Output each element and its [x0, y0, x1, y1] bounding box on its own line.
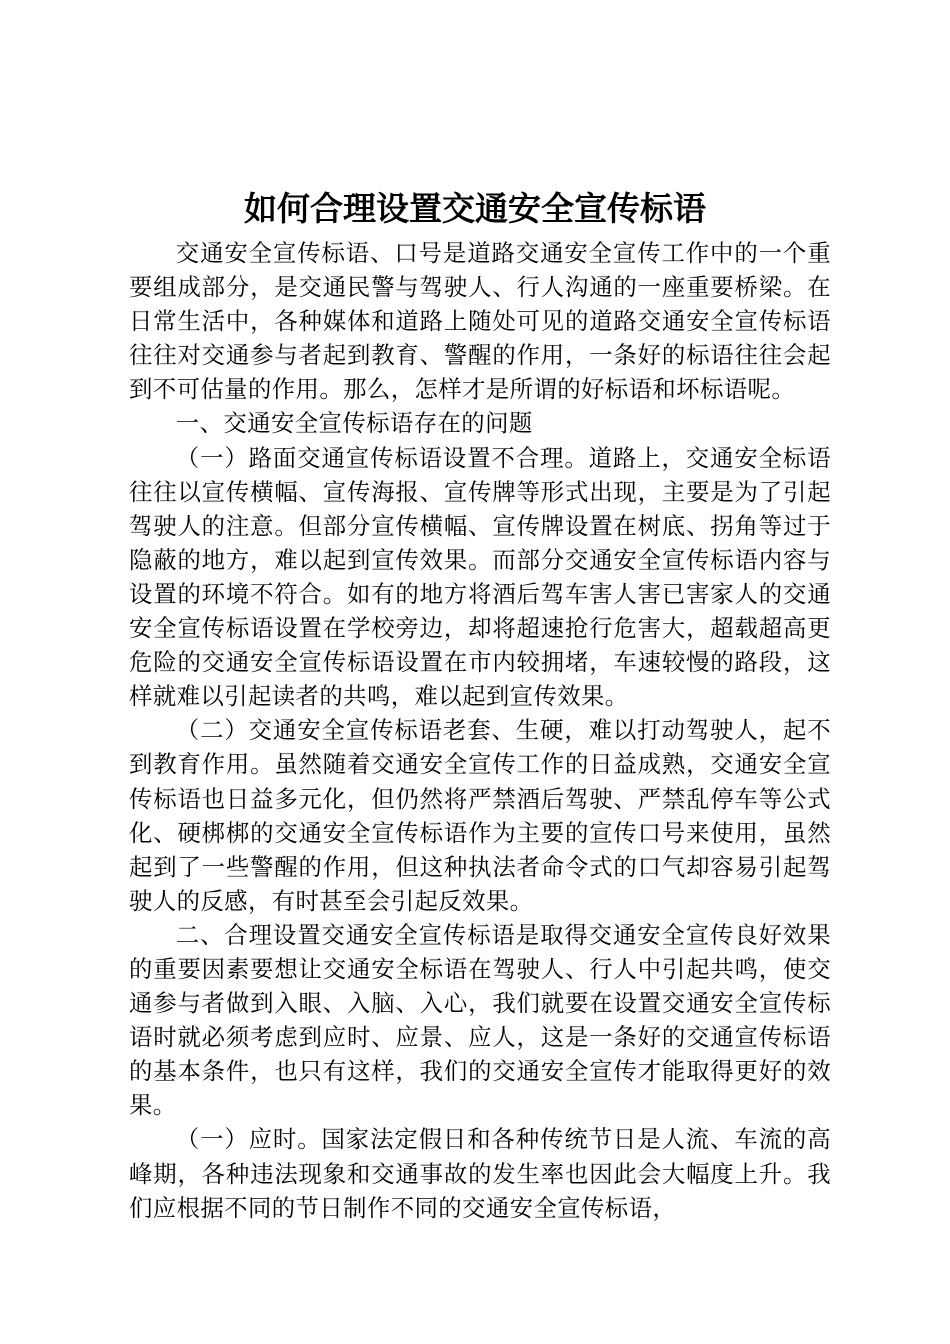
intro-paragraph: 交通安全宣传标语、口号是道路交通安全宣传工作中的一个重要组成部分，是交通民警与驾驶人、行人沟通的一座重要桥梁。在日常生活中，各种媒体和道路上随处可见的道路交通安全宣传标语往往对交通参与者起到教育、警醒的作用，一条好的标语往往会起到不可估量的作用。那么，怎样才是所谓的好标语和坏标语呢。 [129, 239, 831, 404]
document-body [129, 236, 831, 1225]
section-paragraph-solutions: 二、合理设置交通安全宣传标语是取得交通安全宣传良好效果的重要因素要想让交通安全标语在驾驶人、行人中引起共鸣，使交通参与者做到入眼、入脑、入心，我们就要在设置交通安全宣传标语时就必须考虑到应时、应景、应人，这是一条好的交通宣传标语的基本条件，也只有这样，我们的交通安全宣传才能取得更好的效果。 [129, 920, 831, 1120]
problem-paragraph-1: （一）路面交通宣传标语设置不合理。道路上，交通安全标语往往以宣传横幅、宣传海报、宣传牌等形式出现，主要是为了引起驾驶人的注意。但部分宣传横幅、宣传牌设置在树底、拐角等过于隐蔽的地方，难以起到宣传效果。而部分交通安全宣传标语内容与设置的环境不符合。如有的地方将酒后驾车害人害已害家人的交通安全宣传标语设置在学校旁边，却将超速抢行危害大，超载超高更危险的交通安全宣传标语设置在市内较拥堵，车速较慢的路段，这样就难以引起读者的共鸣，难以起到宣传效果。 [129, 443, 831, 711]
section-heading-problems: 一、交通安全宣传标语存在的问题 [175, 409, 533, 438]
problem-paragraph-2: （二）交通安全宣传标语老套、生硬，难以打动驾驶人，起不到教育作用。虽然随着交通安全宣传工作的日益成熟，交通安全宣传标语也日益多元化，但仍然将严禁酒后驾驶、严禁乱停车等公式化、硬梆梆的交通安全宣传标语作为主要的宣传口号来使用，虽然起到了一些警醒的作用，但这种执法者命令式的口气却容易引起驾驶人的反感，有时甚至会引起反效果。 [129, 716, 831, 915]
solution-paragraph-1: （一）应时。国家法定假日和各种传统节日是人流、车流的高峰期，各种违法现象和交通事故的发生率也因此会大幅度上升。我们应根据不同的节日制作不同的交通安全宣传标语， [129, 1125, 831, 1222]
document-title: 如何合理设置交通安全宣传标语 [244, 189, 706, 228]
